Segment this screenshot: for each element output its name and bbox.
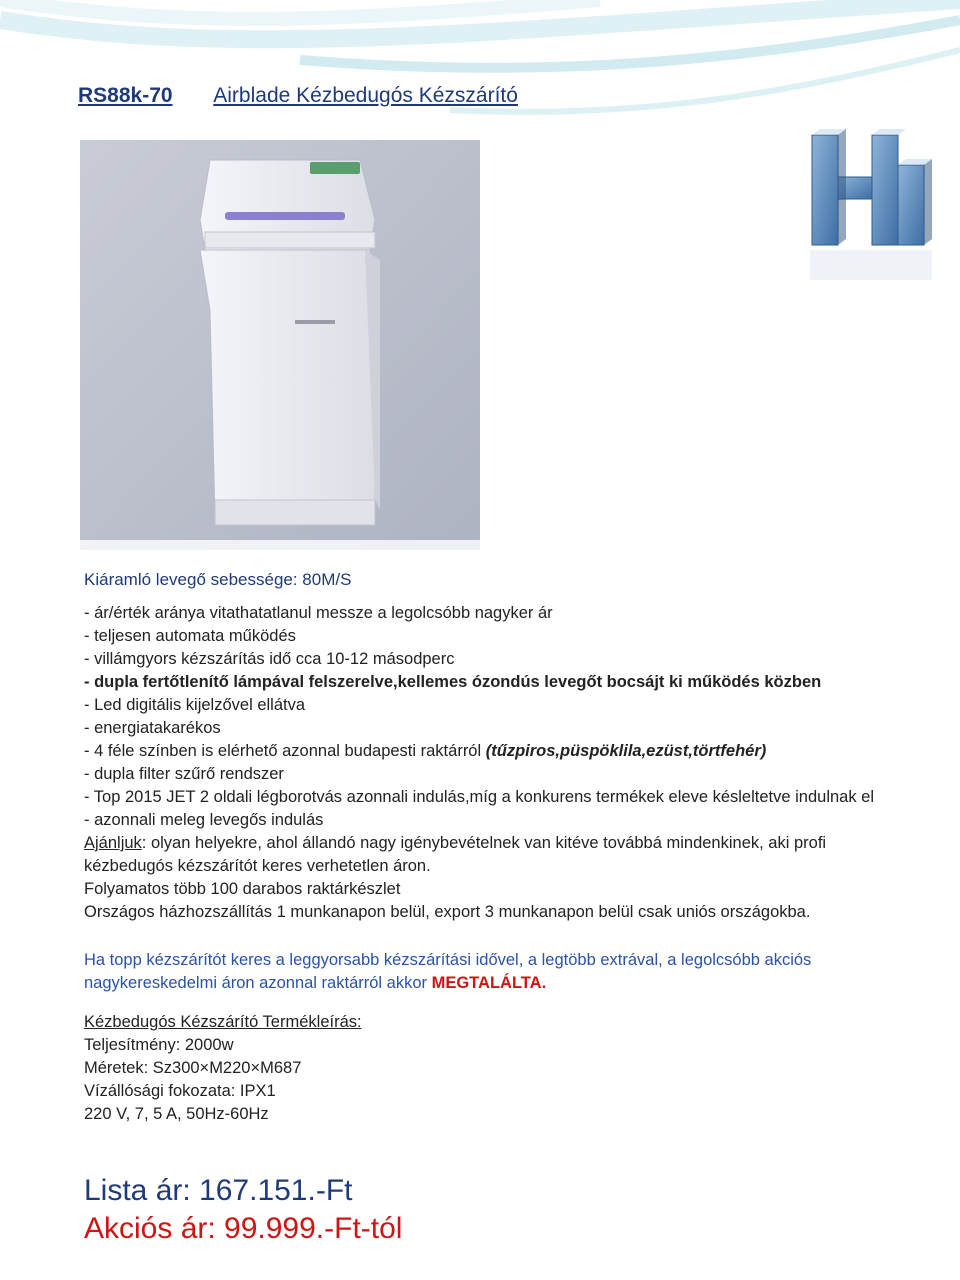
spec-item: Vízállósági fokozata: IPX1	[84, 1082, 276, 1100]
feature-item: - teljesen automata működés	[84, 627, 296, 645]
list-price: Lista ár: 167.151.-Ft	[84, 1174, 353, 1207]
product-code: RS88k-70	[78, 84, 173, 107]
spec-item: Teljesítmény: 2000w	[84, 1036, 234, 1054]
promo-text: Ha topp kézszárítót keres a leggyorsabb kézszárítási idővel, a legtöbb extrával, a legolcsóbb akciós nagykereskedelmi áron azonnal raktárról akkor	[84, 951, 812, 992]
feature-item: - dupla filter szűrő rendszer	[84, 765, 284, 783]
spec-item: 220 V, 7, 5 A, 50Hz-60Hz	[84, 1105, 269, 1123]
sale-price: Akciós ár: 99.999.-Ft-tól	[84, 1212, 403, 1245]
airflow-speed: Kiáramló levegő sebessége: 80M/S	[84, 570, 352, 589]
promo-paragraph	[84, 949, 884, 995]
feature-item: - energiatakarékos	[84, 719, 221, 737]
hand-dryer-photo	[70, 140, 490, 560]
recommendation	[84, 832, 884, 878]
recommend-text: : olyan helyekre, ahol állandó nagy igénybevételnek van kitéve továbbá mindenkinek, aki profi kézbedugós kézszárítót keres verhetetlen áron.	[84, 834, 827, 875]
hm-logo	[800, 125, 940, 285]
feature-list	[84, 602, 884, 924]
feature-item: - azonnali meleg levegős indulás	[84, 811, 324, 829]
page-title	[78, 84, 518, 108]
feature-item: - Top 2015 JET 2 oldali légborotvás azonnali indulás,míg a konkurens termékek eleve késleltetve indulnak el	[84, 788, 875, 806]
feature-item: - villámgyors kézszárítás idő cca 10-12 másodperc	[84, 650, 455, 668]
spec-item: Méretek: Sz300×M220×M687	[84, 1059, 302, 1077]
price-block	[84, 1172, 402, 1248]
feature-item-colors	[84, 740, 884, 763]
product-name: Airblade Kézbedugós Kézszárító	[213, 84, 518, 107]
specs-title: Kézbedugós Kézszárító Termékleírás:	[84, 1013, 362, 1031]
colors-list: (tűzpiros,püspöklila,ezüst,törtfehér)	[485, 742, 767, 760]
specs-list	[84, 1034, 884, 1126]
shipping-line: Országos házhozszállítás 1 munkanapon belül, export 3 munkanapon belül csak uniós országokba.	[84, 903, 811, 921]
stock-line: Folyamatos több 100 darabos raktárkészlet	[84, 880, 401, 898]
feature-item: - ár/érték aránya vitathatatlanul messze a legolcsóbb nagyker ár	[84, 604, 553, 622]
product-description	[84, 568, 884, 1126]
promo-highlight: MEGTALÁLTA.	[431, 974, 547, 992]
recommend-label: Ajánljuk	[84, 834, 142, 852]
feature-item: - Led digitális kijelzővel ellátva	[84, 696, 306, 714]
colors-text: - 4 féle színben is elérhető azonnal budapesti raktárról	[84, 742, 486, 760]
feature-item: - dupla fertőtlenítő lámpával felszerelve,kellemes ózondús levegőt bocsájt ki működés közben	[84, 673, 822, 691]
